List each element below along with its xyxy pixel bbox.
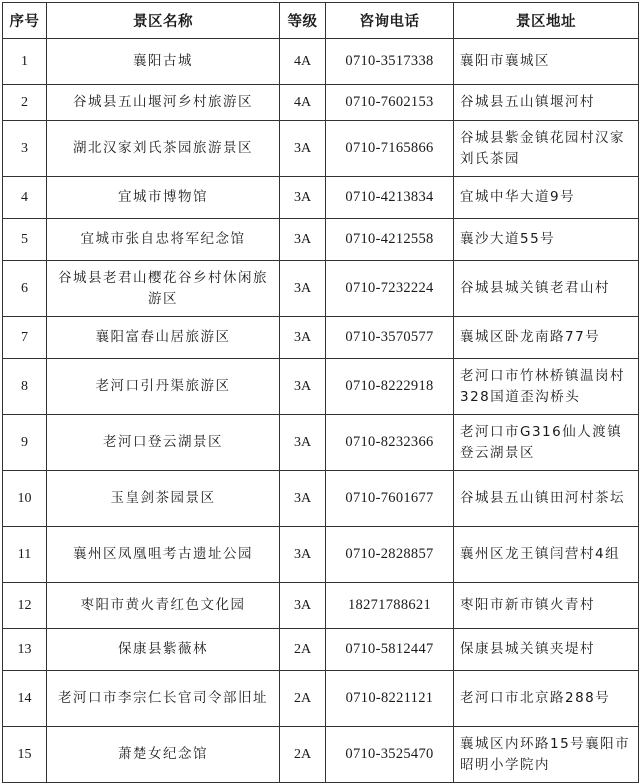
table-row bbox=[3, 671, 639, 727]
cell-address: 宜城中华大道9号 bbox=[454, 177, 639, 219]
cell-grade: 3A bbox=[280, 471, 326, 527]
cell-grade: 3A bbox=[280, 583, 326, 629]
cell-name: 老河口市李宗仁长官司令部旧址 bbox=[47, 671, 280, 727]
table-row bbox=[3, 727, 639, 783]
cell-grade: 4A bbox=[280, 39, 326, 85]
cell-name: 湖北汉家刘氏茶园旅游景区 bbox=[47, 121, 280, 177]
cell-grade: 4A bbox=[280, 85, 326, 121]
cell-address: 襄阳市襄城区 bbox=[454, 39, 639, 85]
cell-index: 8 bbox=[3, 359, 47, 415]
cell-address: 谷城县紫金镇花园村汉家刘氏茶园 bbox=[454, 121, 639, 177]
cell-name: 襄州区凤凰咀考古遗址公园 bbox=[47, 527, 280, 583]
header-phone: 咨询电话 bbox=[326, 3, 454, 39]
cell-phone: 0710-7601677 bbox=[326, 471, 454, 527]
cell-grade: 3A bbox=[280, 359, 326, 415]
cell-address: 襄州区龙王镇闫营村4组 bbox=[454, 527, 639, 583]
cell-phone: 18271788621 bbox=[326, 583, 454, 629]
header-grade: 等级 bbox=[280, 3, 326, 39]
table-row bbox=[3, 39, 639, 85]
cell-index: 14 bbox=[3, 671, 47, 727]
cell-index: 9 bbox=[3, 415, 47, 471]
cell-index: 5 bbox=[3, 219, 47, 261]
cell-address: 老河口市G316仙人渡镇登云湖景区 bbox=[454, 415, 639, 471]
cell-name: 老河口登云湖景区 bbox=[47, 415, 280, 471]
cell-name: 枣阳市黄火青红色文化园 bbox=[47, 583, 280, 629]
cell-index: 6 bbox=[3, 261, 47, 317]
cell-name: 宜城市博物馆 bbox=[47, 177, 280, 219]
cell-address: 谷城县五山镇堰河村 bbox=[454, 85, 639, 121]
cell-address: 老河口市北京路288号 bbox=[454, 671, 639, 727]
cell-name: 老河口引丹渠旅游区 bbox=[47, 359, 280, 415]
cell-name: 谷城县老君山樱花谷乡村休闲旅游区 bbox=[47, 261, 280, 317]
cell-address: 谷城县五山镇田河村茶坛 bbox=[454, 471, 639, 527]
cell-phone: 0710-3570577 bbox=[326, 317, 454, 359]
cell-grade: 3A bbox=[280, 415, 326, 471]
cell-address: 老河口市竹林桥镇温岗村328国道歪沟桥头 bbox=[454, 359, 639, 415]
scenic-area-table-container bbox=[2, 2, 639, 783]
table-row bbox=[3, 219, 639, 261]
cell-index: 4 bbox=[3, 177, 47, 219]
cell-index: 10 bbox=[3, 471, 47, 527]
cell-address: 保康县城关镇夹堤村 bbox=[454, 629, 639, 671]
header-address: 景区地址 bbox=[454, 3, 639, 39]
header-name: 景区名称 bbox=[47, 3, 280, 39]
cell-grade: 3A bbox=[280, 527, 326, 583]
cell-phone: 0710-2828857 bbox=[326, 527, 454, 583]
cell-index: 7 bbox=[3, 317, 47, 359]
table-header-row bbox=[3, 3, 639, 39]
cell-name: 襄阳富春山居旅游区 bbox=[47, 317, 280, 359]
table-row bbox=[3, 85, 639, 121]
cell-phone: 0710-3525470 bbox=[326, 727, 454, 783]
cell-phone: 0710-4212558 bbox=[326, 219, 454, 261]
table-row bbox=[3, 177, 639, 219]
cell-name: 宜城市张自忠将军纪念馆 bbox=[47, 219, 280, 261]
cell-address: 枣阳市新市镇火青村 bbox=[454, 583, 639, 629]
cell-phone: 0710-4213834 bbox=[326, 177, 454, 219]
cell-address: 襄城区卧龙南路77号 bbox=[454, 317, 639, 359]
cell-phone: 0710-7232224 bbox=[326, 261, 454, 317]
cell-name: 谷城县五山堰河乡村旅游区 bbox=[47, 85, 280, 121]
cell-phone: 0710-8222918 bbox=[326, 359, 454, 415]
cell-index: 1 bbox=[3, 39, 47, 85]
cell-name: 保康县紫薇林 bbox=[47, 629, 280, 671]
cell-name: 萧楚女纪念馆 bbox=[47, 727, 280, 783]
cell-phone: 0710-5812447 bbox=[326, 629, 454, 671]
cell-index: 3 bbox=[3, 121, 47, 177]
table-row bbox=[3, 629, 639, 671]
cell-index: 11 bbox=[3, 527, 47, 583]
cell-address: 襄城区内环路15号襄阳市昭明小学院内 bbox=[454, 727, 639, 783]
cell-grade: 2A bbox=[280, 727, 326, 783]
cell-name: 玉皇剑茶园景区 bbox=[47, 471, 280, 527]
cell-address: 谷城县城关镇老君山村 bbox=[454, 261, 639, 317]
table-row bbox=[3, 317, 639, 359]
table-row bbox=[3, 121, 639, 177]
cell-grade: 3A bbox=[280, 317, 326, 359]
cell-grade: 2A bbox=[280, 671, 326, 727]
cell-index: 12 bbox=[3, 583, 47, 629]
table-row bbox=[3, 527, 639, 583]
cell-phone: 0710-7165866 bbox=[326, 121, 454, 177]
cell-index: 15 bbox=[3, 727, 47, 783]
table-row bbox=[3, 415, 639, 471]
cell-grade: 2A bbox=[280, 629, 326, 671]
table-row bbox=[3, 359, 639, 415]
cell-address: 襄沙大道55号 bbox=[454, 219, 639, 261]
cell-phone: 0710-3517338 bbox=[326, 39, 454, 85]
cell-phone: 0710-8232366 bbox=[326, 415, 454, 471]
header-index: 序号 bbox=[3, 3, 47, 39]
cell-grade: 3A bbox=[280, 177, 326, 219]
table-row bbox=[3, 471, 639, 527]
cell-index: 2 bbox=[3, 85, 47, 121]
cell-phone: 0710-7602153 bbox=[326, 85, 454, 121]
cell-grade: 3A bbox=[280, 261, 326, 317]
cell-phone: 0710-8221121 bbox=[326, 671, 454, 727]
cell-grade: 3A bbox=[280, 219, 326, 261]
cell-name: 襄阳古城 bbox=[47, 39, 280, 85]
scenic-area-table bbox=[2, 2, 639, 783]
table-row bbox=[3, 583, 639, 629]
table-row bbox=[3, 261, 639, 317]
cell-index: 13 bbox=[3, 629, 47, 671]
cell-grade: 3A bbox=[280, 121, 326, 177]
